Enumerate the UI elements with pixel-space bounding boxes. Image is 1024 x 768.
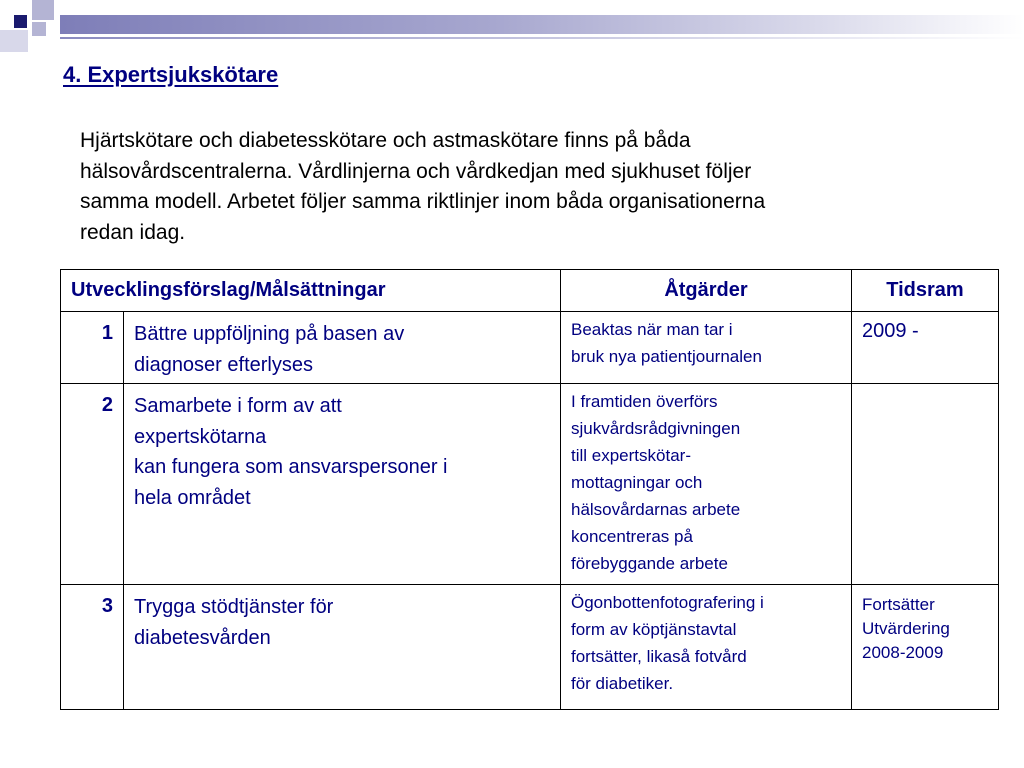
row-goal <box>124 384 561 585</box>
timeframe-line: Fortsätter <box>862 595 935 614</box>
action-line: bruk nya patientjournalen <box>571 347 762 366</box>
table-row <box>61 585 999 710</box>
goal-line: expertskötarna <box>134 425 267 448</box>
row-goal <box>124 312 561 384</box>
development-plan-table <box>60 269 999 710</box>
action-line: förebyggande arbete <box>571 554 728 573</box>
action-line: för diabetiker. <box>571 674 674 693</box>
row-timeframe <box>852 585 999 710</box>
goal-line: Bättre uppföljning på basen av <box>134 323 405 345</box>
header-gradient-bar <box>60 15 1024 34</box>
action-line: hälsovårdarnas arbete <box>571 500 741 519</box>
row-number: 1 <box>61 312 124 384</box>
table-row <box>61 384 999 585</box>
goal-line: diagnoser efterlyses <box>134 353 313 376</box>
action-line: koncentreras på <box>571 527 693 546</box>
paragraph-line: Hjärtskötare och diabetesskötare och astmaskötare finns på båda <box>80 129 691 152</box>
row-number: 3 <box>61 585 124 710</box>
row-actions <box>561 384 852 585</box>
goal-line: Samarbete i form av att <box>134 395 342 417</box>
row-timeframe <box>852 312 999 384</box>
goal-line: kan fungera som ansvarspersoner i <box>134 456 448 478</box>
row-number: 2 <box>61 384 124 585</box>
decor-square <box>32 22 46 36</box>
timeframe-line: Utvärdering <box>862 619 950 638</box>
action-line: sjukvårdsrådgivningen <box>571 419 741 438</box>
action-line: fortsätter, likaså fotvård <box>571 647 747 666</box>
paragraph-line: samma modell. Arbetet följer samma riktlinjer inom båda organisationerna <box>80 190 766 213</box>
timeframe-line: 2008-2009 <box>862 643 944 662</box>
decor-square <box>14 15 27 28</box>
timeframe-line: 2009 - <box>862 320 919 342</box>
decor-square <box>32 0 54 20</box>
header-timeframe: Tidsram <box>852 270 999 312</box>
row-goal <box>124 585 561 710</box>
intro-paragraph <box>80 126 940 248</box>
action-line: Beaktas när man tar i <box>571 320 733 339</box>
paragraph-line: hälsovårdscentralerna. Vårdlinjerna och vårdkedjan med sjukhuset följer <box>80 159 752 183</box>
goal-line: diabetesvården <box>134 626 271 649</box>
table-header-row <box>61 270 999 312</box>
action-line: form av köptjänstavtal <box>571 620 737 639</box>
goal-line: Trygga stödtjänster för <box>134 596 334 618</box>
header-goal: Utvecklingsförslag/Målsättningar <box>61 270 561 312</box>
row-actions <box>561 312 852 384</box>
action-line: I framtiden överförs <box>571 392 718 411</box>
decor-square <box>0 30 28 52</box>
row-timeframe <box>852 384 999 585</box>
slide-title: 4. Expertsjukskötare <box>63 62 279 87</box>
goal-line: hela området <box>134 486 251 509</box>
action-line: till expertskötar- <box>571 446 691 465</box>
header-actions: Åtgärder <box>561 270 852 312</box>
action-line: mottagningar och <box>571 473 703 492</box>
header-rule <box>60 37 1024 39</box>
action-line: Ögonbottenfotografering i <box>571 593 764 612</box>
paragraph-line: redan idag. <box>80 220 186 244</box>
table-row <box>61 312 999 384</box>
row-actions <box>561 585 852 710</box>
